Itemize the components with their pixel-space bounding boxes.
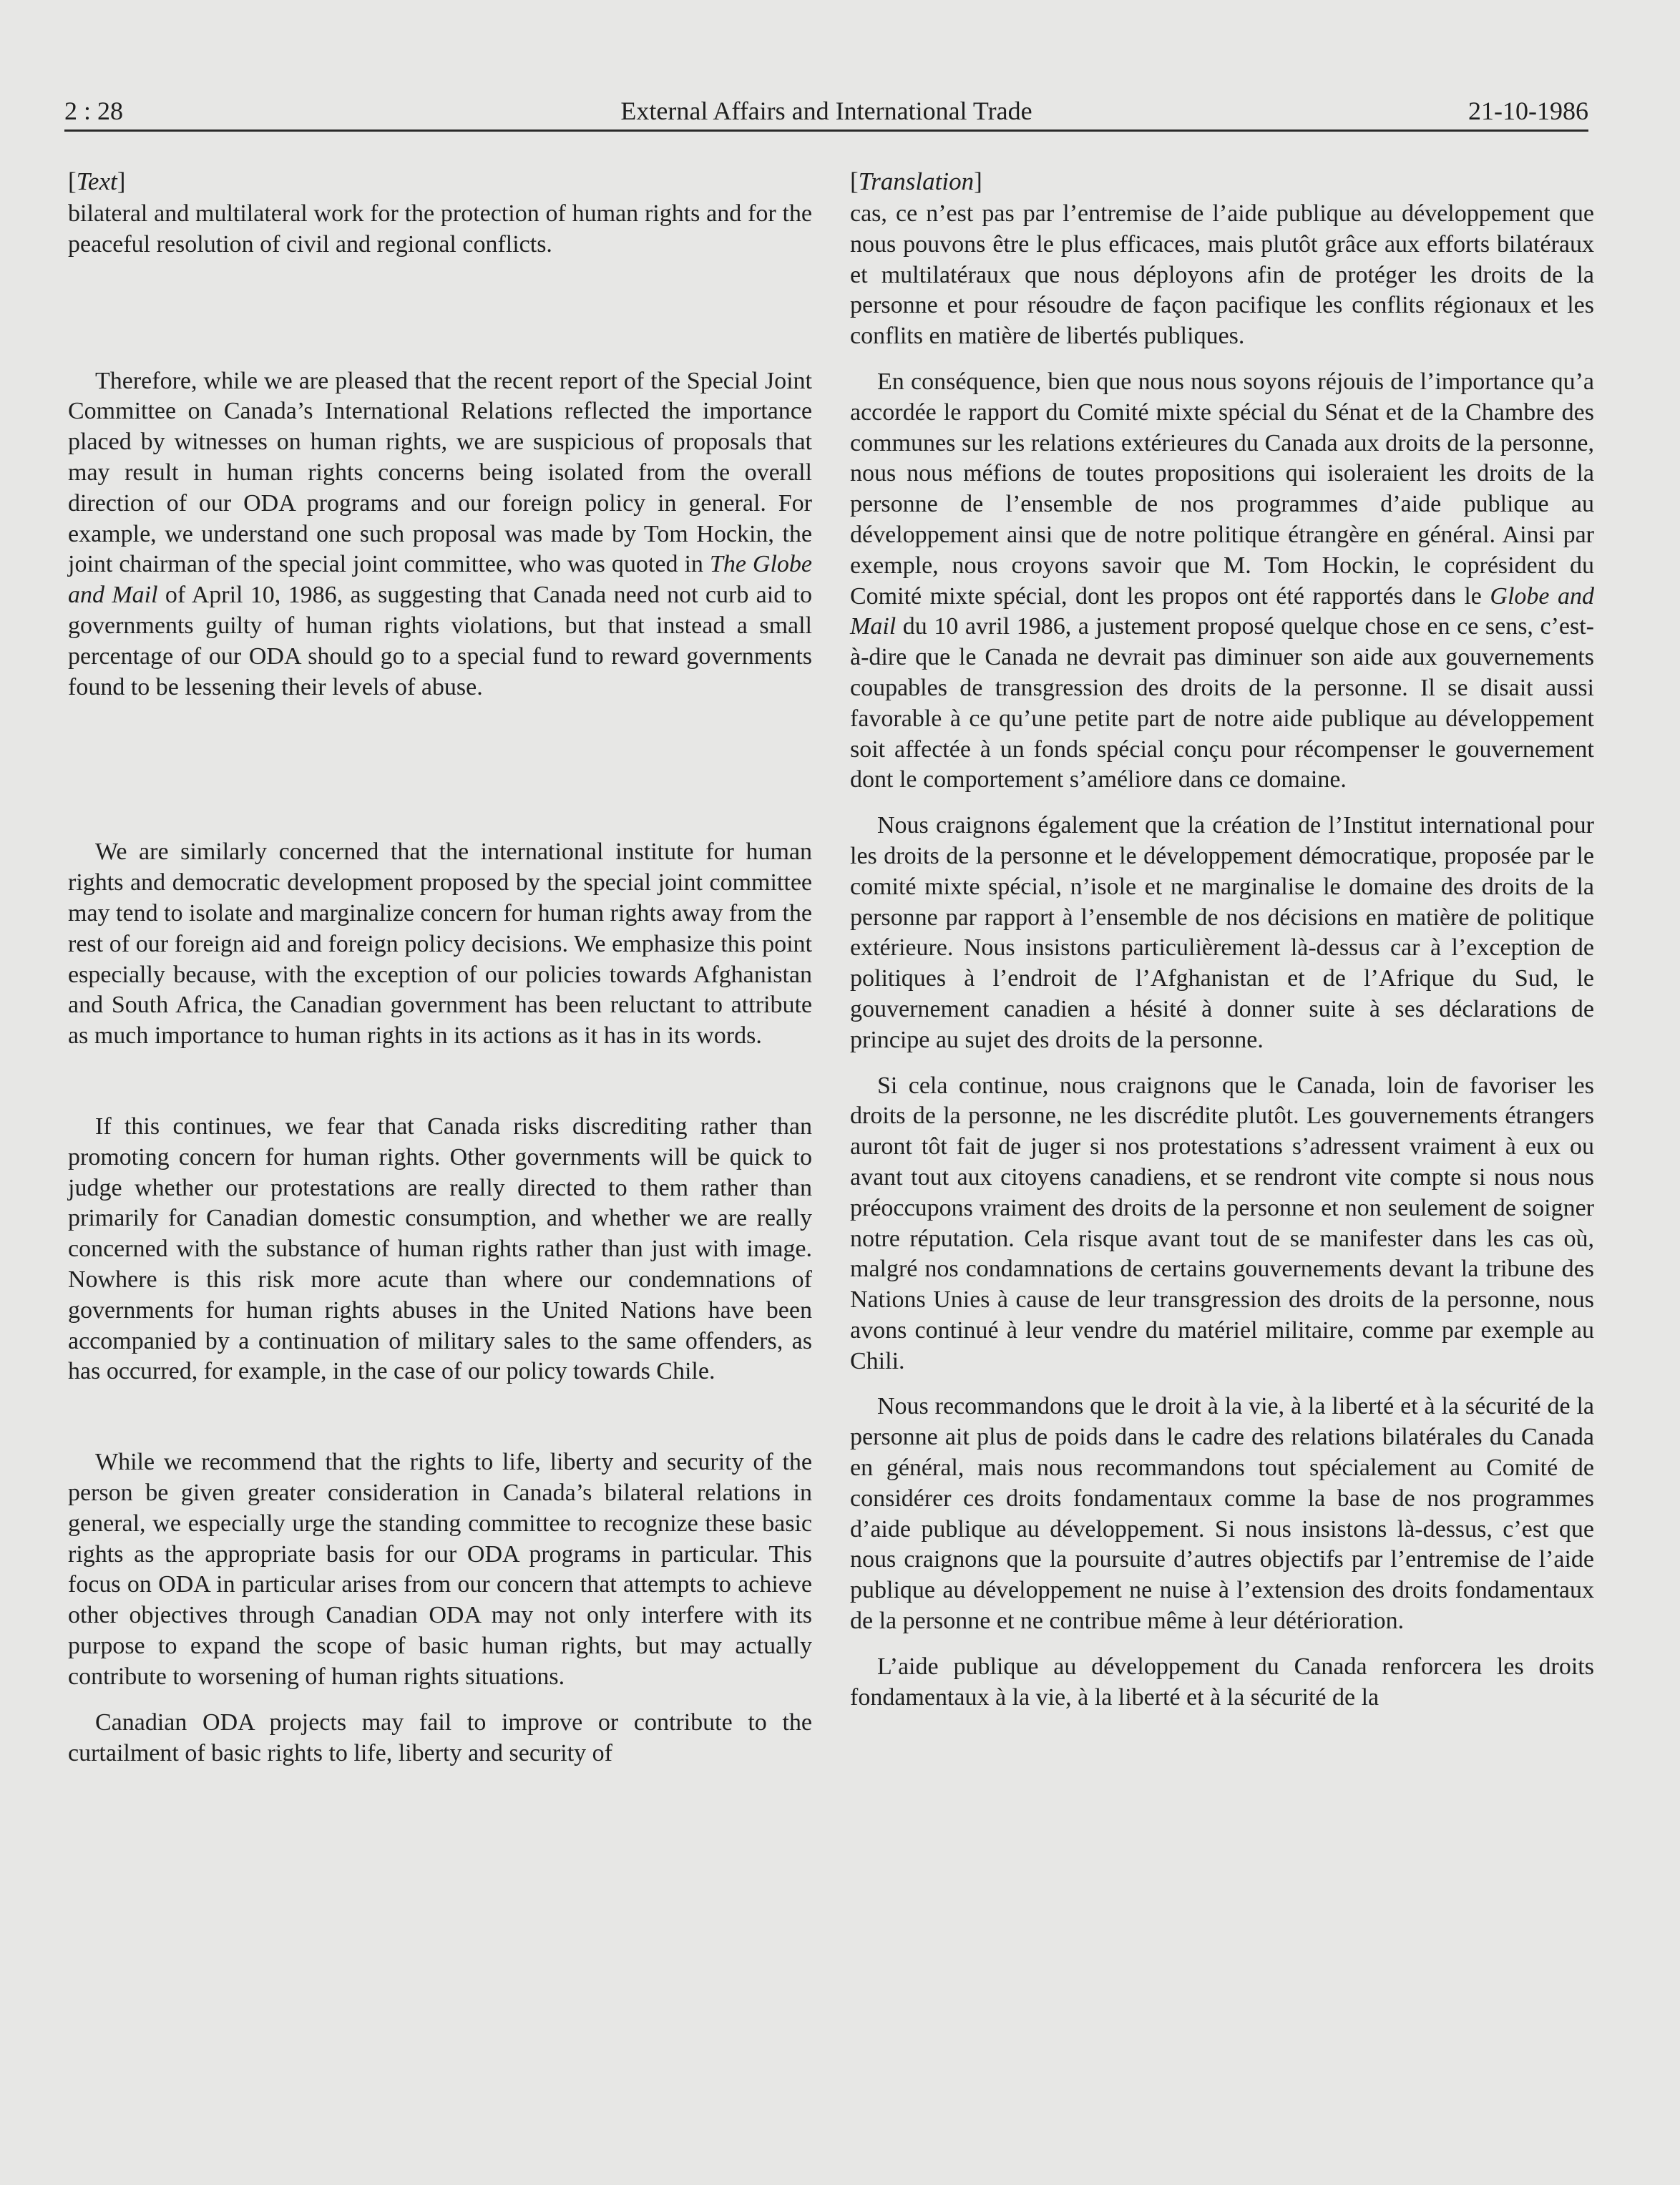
english-paragraph-3: We are similarly concerned that the international institute for human rights and democratic development proposed by the special joint committee may tend to isolate and marginalize concern for human rights away from the rest of our foreign aid and foreign policy decisions. We emphasize this point especially because, with the exception of our policies towards Afghanistan and South Africa, the Canadian government has been reluctant to attribute as much importance to human rights in its actions as it has in its words.	[68, 839, 812, 1050]
running-header	[64, 89, 1588, 132]
french-paragraph-2	[850, 367, 1594, 796]
label-word: Translation	[858, 167, 975, 195]
header-date: 21-10-1986	[1468, 97, 1588, 125]
french-column	[850, 166, 1594, 1713]
french-paragraph-2-text-a: En conséquence, bien que nous nous soyons réjouis de l’importance qu’a accordée le rapport du Comité mixte spécial du Sénat et de la Chambre des communes sur les relations extérieures du Canada aux droits de la personne, nous nous méfions de toutes propositions qui isoleraient les droits de la personne de l’ensemble de nos programmes d’aide publique au développement ainsi que de notre politique étrangère en général. Ainsi par exemple, nous croyons savoir que M. Tom Hockin, le coprésident du Comité mixte spécial, dont les propos ont été rapportés dans le	[850, 368, 1594, 610]
newspaper-title: The Globe and Mail	[68, 551, 813, 609]
column-label-text	[68, 166, 812, 197]
french-paragraph-3: Nous craignons également que la création de l’Institut international pour les droits de la personne et le développement démocratique, proposée par le comité mixte spécial, n’isole et ne marginalise le domaine des droits de la personne par rapport à l’ensemble de nos décisions en matière de politique extérieure. Nous insistons particulièrement là-dessus car à l’exception de politiques à l’endroit de l’Afghanistan et de l’Afrique du Sud, le gouvernement canadien a hésité à donner suite à ses déclarations de principe au sujet des droits de la personne.	[850, 812, 1594, 1053]
french-paragraph-2-text-b: du 10 avril 1986, a justement proposé quelque chose en ce sens, c’est-à-dire que le Canada ne devrait pas diminuer son aide aux gouvernements coupables de transgression des droits de la personne. Il se disait aussi favorable à ce qu’une petite part de notre aide publique au développement soit affectée à un fonds spécial conçu pour récompenser le gouvernement dont le comportement s’améliore dans ce domaine.	[850, 613, 1594, 793]
english-paragraph-2-text-a: Therefore, while we are pleased that the recent report of the Special Joint Committee on Canada’s International Relations reflected the importance placed by witnesses on human rights, we are suspicious of proposals that may result in human rights concerns being isolated from the overall direction of our ODA programs and our foreign policy in general. For example, we understand one such proposal was made by Tom Hockin, the joint chairman of the special joint committee, who was quoted in	[68, 367, 812, 578]
english-paragraph-2-text-b: of April 10, 1986, as suggesting that Canada need not curb aid to governments guilty of human rights violations, but that instead a small percentage of our ODA should go to a special fund to reward governments found to be lessening their levels of abuse.	[68, 582, 812, 700]
english-paragraph-5: While we recommend that the rights to life, liberty and security of the person be given greater consideration in Canada’s bilateral relations in general, we especially urge the standing committee to recognize these basic rights as the appropriate basis for our ODA programs in particular. This focus on ODA in particular arises from our concern that attempts to achieve other objectives through Canadian ODA may not only interfere with its purpose to expand the scope of basic human rights, but may actually contribute to worsening of human rights situations.	[68, 1449, 812, 1690]
english-column	[68, 166, 812, 1769]
french-paragraph-1: cas, ce n’est pas par l’entremise de l’aide publique au développement que nous pouvons être le plus efficaces, mais plutôt grâce aux efforts bilatéraux et multilatéraux que nous déployons afin de protéger les droits de la personne et pour résoudre de façon pacifique les conflits régionaux et les conflits en matière de libertés publiques.	[850, 200, 1594, 350]
label-bracket-close: ]	[117, 167, 126, 195]
publication-title: External Affairs and International Trade	[620, 97, 1032, 125]
newspaper-title: Globe and Mail	[850, 582, 1595, 640]
english-paragraph-2	[68, 366, 812, 703]
french-paragraph-6: L’aide publique au développement du Canada renforcera les droits fondamentaux à la vie, à la liberté et à la sécurité de la	[850, 1653, 1594, 1711]
french-paragraph-4: Si cela continue, nous craignons que le Canada, loin de favoriser les droits de la personne, ne les discrédite plutôt. Les gouvernements étrangers auront tôt fait de juger si nos protestations s’adressent vraiment à eux ou avant tout aux citoyens canadiens, et se rendront vite compte si nous nous préoccupons vraiment des droits de la personne et non seulement de soigner notre réputation. Cela risque avant tout de se manifester dans les cas où, malgré nos condamnations de certains gouvernements devant la tribune des Nations Unies à cause de leur transgression des droits de la personne, nous avons continué à leur vendre du matériel militaire, comme par exemple au Chili.	[850, 1072, 1594, 1374]
label-bracket-close: ]	[974, 167, 982, 195]
page-number: 2 : 28	[64, 97, 124, 125]
french-paragraph-5: Nous recommandons que le droit à la vie, à la liberté et à la sécurité de la personne ait plus de poids dans le cadre des relations bilatérales du Canada en général, mais nous recommandons tout spécialement au Comité de considérer ces droits fondamentaux comme la base de nos programmes d’aide publique au développement. Si nous insistons là-dessus, c’est que nous craignons que la poursuite d’autres objectifs par l’entremise de l’aide publique au développement ne nuise à l’extension des droits fondamentaux de la personne et ne contribue même à leur détérioration.	[850, 1393, 1594, 1635]
column-label-translation	[850, 166, 1594, 197]
label-word: Text	[76, 167, 117, 195]
label-bracket-open: [	[850, 167, 859, 195]
label-bracket-open: [	[68, 167, 77, 195]
english-paragraph-4: If this continues, we fear that Canada risks discrediting rather than promoting concern for human rights. Other governments will be quick to judge whether our protestations are really directed to them rather than primarily for Canadian domestic consumption, and whether we are really concerned with the substance of human rights rather than just with image. Nowhere is this risk more acute than where our condemnations of governments for human rights abuses in the United Nations have been accompanied by a continuation of military sales to the same offenders, as has occurred, for example, in the case of our policy towards Chile.	[68, 1113, 812, 1385]
english-paragraph-1: bilateral and multilateral work for the protection of human rights and for the peaceful resolution of civil and regional conflicts.	[68, 200, 812, 258]
english-paragraph-6: Canadian ODA projects may fail to improve or contribute to the curtailment of basic rights to life, liberty and security of	[68, 1709, 812, 1767]
